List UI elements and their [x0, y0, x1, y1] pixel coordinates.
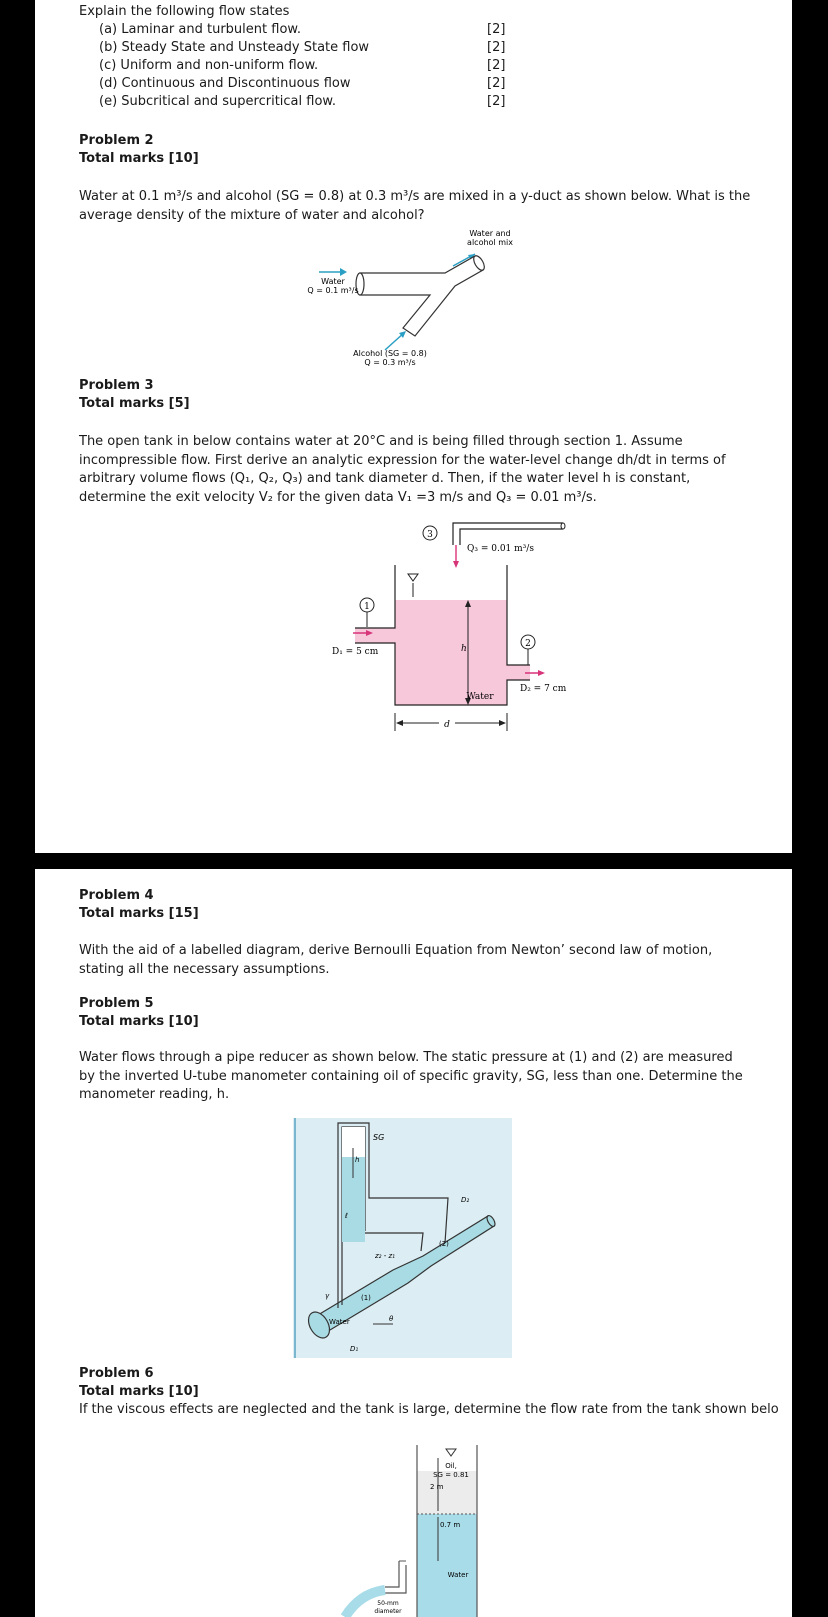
mix-label-2: alcohol mix — [467, 238, 513, 247]
d2-label: D₂ = 7 cm — [520, 684, 567, 694]
gamma-label: γ — [325, 1292, 330, 1300]
problem4-marks: Total marks [15] — [79, 906, 199, 921]
section-3-label: 3 — [427, 530, 433, 540]
section-1-label: 1 — [364, 602, 370, 612]
problem5-title: Problem 5 — [79, 996, 154, 1011]
problem1-item-b: (b) Steady State and Unsteady State flow — [99, 40, 370, 55]
z-diff-label: z₂ - z₁ — [375, 1252, 395, 1260]
problem4-text: With the aid of a labelled diagram, derive Bernoulli Equation from Newton’ second law of motion, stating all the necessary assumptions. — [79, 943, 713, 977]
height-07m-label: 0.7 m — [440, 1521, 461, 1529]
d2-label-reducer: D₂ — [461, 1196, 470, 1204]
problem1-item-a: (a) Laminar and turbulent flow. — [99, 22, 301, 37]
mix-label-1: Water and — [469, 229, 511, 238]
problem1-item-e: (e) Subcritical and supercritical flow. — [99, 94, 336, 109]
section-2-label: 2 — [525, 639, 531, 649]
d1-label: D₁ = 5 cm — [332, 647, 379, 657]
problem5-text: Water flows through a pipe reducer as shown below. The static pressure at (1) and (2) are measured by the inverted U-tube manometer containing oil of specific gravity, SG, less than one. Determine the manometer reading, h. — [79, 1050, 743, 1102]
sg-label: SG — [373, 1133, 385, 1142]
alcohol-flow: Q = 0.3 m³/s — [364, 358, 416, 367]
problem1-marks-b: [2] — [487, 40, 506, 55]
oil-sg-label: SG = 0.81 — [433, 1471, 469, 1479]
water-label: Water — [321, 277, 345, 286]
point-1-label: (1) — [361, 1294, 371, 1302]
diameter-label-1: 50-mm — [377, 1600, 399, 1607]
problem3-text: The open tank in below contains water at 20°C and is being filled through section 1. Assume incompressible flow. First derive an analytic expression for the water-level change dh/dt in terms of arbitrary volume flows (Q₁, Q₂, Q₃) and tank diameter d. Then, if the water level h is constant, determine the exit velocity V₂ for the given data V₁ =3 m/s and Q₃ = 0.01 m³/s. — [79, 434, 726, 505]
problem1-item-d: (d) Continuous and Discontinuous flow — [99, 76, 351, 91]
problem2-marks: Total marks [10] — [79, 151, 199, 166]
problem6-title: Problem 6 — [79, 1366, 154, 1381]
problem1-item-c: (c) Uniform and non-uniform flow. — [99, 58, 319, 73]
problem3-title: Problem 3 — [79, 378, 154, 393]
problem6-text: If the viscous effects are neglected and the tank is large, determine the flow rate from the tank shown belo — [79, 1402, 779, 1417]
l-label: ℓ — [345, 1212, 348, 1220]
problem2-text: Water at 0.1 m³/s and alcohol (SG = 0.8) at 0.3 m³/s are mixed in a y-duct as shown below. What is the average density of the mixture of water and alcohol? — [79, 189, 751, 223]
problem2-title: Problem 2 — [79, 133, 154, 148]
tank-figure — [340, 1441, 510, 1617]
document-page-2 — [35, 869, 792, 1617]
oil-label: Oil, — [445, 1462, 457, 1470]
problem3-marks: Total marks [5] — [79, 396, 190, 411]
theta-label: θ — [389, 1315, 394, 1323]
problem1-marks-d: [2] — [487, 76, 506, 91]
point-2-label: (2) — [439, 1240, 449, 1248]
diameter-label-2: diameter — [374, 1608, 402, 1615]
problem1-intro: Explain the following flow states — [79, 4, 290, 19]
d1-label-reducer: D₁ — [350, 1345, 359, 1353]
water-flow: Q = 0.1 m³/s — [307, 286, 359, 295]
tank-water-label: Water — [466, 692, 494, 702]
pipe-water-label: Water — [329, 1318, 350, 1326]
height-2m-label: 2 m — [430, 1483, 444, 1491]
problem1-marks-c: [2] — [487, 58, 506, 73]
y-duct-figure — [285, 228, 565, 388]
problem5-marks: Total marks [10] — [79, 1014, 199, 1029]
problem1-marks-a: [2] — [487, 22, 506, 37]
h-label: h — [461, 644, 467, 654]
open-tank-figure — [275, 515, 595, 775]
problem1-marks-e: [2] — [487, 94, 506, 109]
d-label: d — [444, 720, 450, 730]
alcohol-label: Alcohol (SG = 0.8) — [353, 349, 427, 358]
pipe-reducer-figure — [293, 1118, 512, 1358]
tank-water-label-2: Water — [447, 1571, 469, 1579]
q3-label: Q₃ = 0.01 m³/s — [467, 544, 534, 554]
h-label-manometer: h — [355, 1156, 360, 1164]
problem4-title: Problem 4 — [79, 888, 154, 903]
document-page-1 — [35, 0, 792, 853]
problem6-marks: Total marks [10] — [79, 1384, 199, 1399]
